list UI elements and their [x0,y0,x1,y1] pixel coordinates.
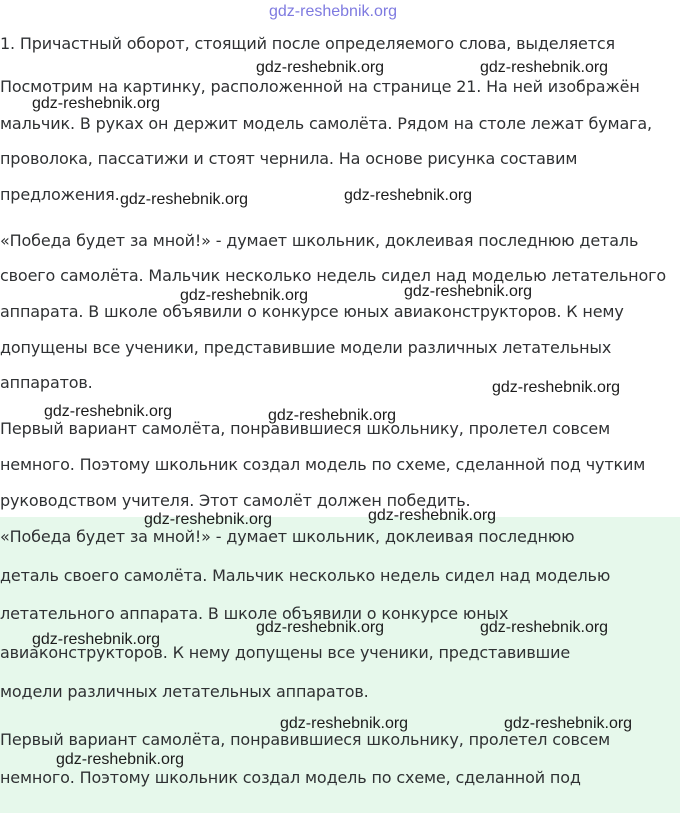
text-line: допущены все ученики, представившие модели различных летательных [0,338,612,357]
text-line: Первый вариант самолёта, понравившиеся школьнику, пролетел совсем [0,419,611,438]
text-line: 1. Причастный оборот, стоящий после определяемого слова, выделяется [0,34,616,53]
text-line: проволока, пассатижи и стоят чернила. На основе рисунка составим [0,149,578,168]
watermark: gdz-reshebnik.org [480,619,609,636]
text-line: немного. Поэтому школьник создал модель по схеме, сделанной под чутким [0,455,646,474]
watermark: gdz-reshebnik.org [32,95,161,112]
watermark: gdz-reshebnik.org [404,283,533,300]
text-line: аппаратов. [0,373,93,392]
highlight-line: деталь своего самолёта. Мальчик несколько недель сидел над моделью [0,566,611,585]
highlight-line: «Победа будет за мной!» - думает школьник, доклеивая последнюю [0,527,575,546]
watermark: gdz-reshebnik.org [180,287,309,304]
text-line: аппарата. В школе объявили о конкурсе юных авиаконструкторов. К нему [0,302,624,321]
highlight-line: Первый вариант самолёта, понравившиеся школьнику, пролетел совсем [0,730,611,749]
text-line: мальчик. В руках он держит модель самолёта. Рядом на столе лежат бумага, [0,114,652,133]
watermark: gdz-reshebnik.org [280,715,409,732]
text-line: предложения. [0,185,120,204]
watermark: gdz-reshebnik.org [56,751,185,768]
watermark: gdz-reshebnik.org [268,407,397,424]
watermark: gdz-reshebnik.org [504,715,633,732]
watermark: gdz-reshebnik.org [120,191,249,208]
header-watermark[interactable]: gdz-reshebnik.org [269,3,398,20]
text-line: Посмотрим на картинку, расположенной на странице 21. На ней изображён [0,77,640,96]
highlight-line: немного. Поэтому школьник создал модель по схеме, сделанной под [0,768,581,787]
watermark: gdz-reshebnik.org [492,379,621,396]
text-line: своего самолёта. Мальчик несколько недель сидел над моделью летательного [0,266,667,285]
text-line: руководством учителя. Этот самолёт должен победить. [0,491,471,510]
watermark: gdz-reshebnik.org [368,507,497,524]
watermark: gdz-reshebnik.org [144,511,273,528]
text-line: «Победа будет за мной!» - думает школьник, доклеивая последнюю деталь [0,231,639,250]
watermark: gdz-reshebnik.org [32,631,161,648]
highlight-line: авиаконструкторов. К нему допущены все ученики, представившие [0,643,571,662]
watermark: gdz-reshebnik.org [480,59,609,76]
highlight-line: модели различных летательных аппаратов. [0,682,369,701]
watermark: gdz-reshebnik.org [256,619,385,636]
watermark: gdz-reshebnik.org [44,403,173,420]
watermark: gdz-reshebnik.org [256,59,385,76]
watermark: gdz-reshebnik.org [344,187,473,204]
highlight-line: летательного аппарата. В школе объявили о конкурсе юных [0,604,509,623]
